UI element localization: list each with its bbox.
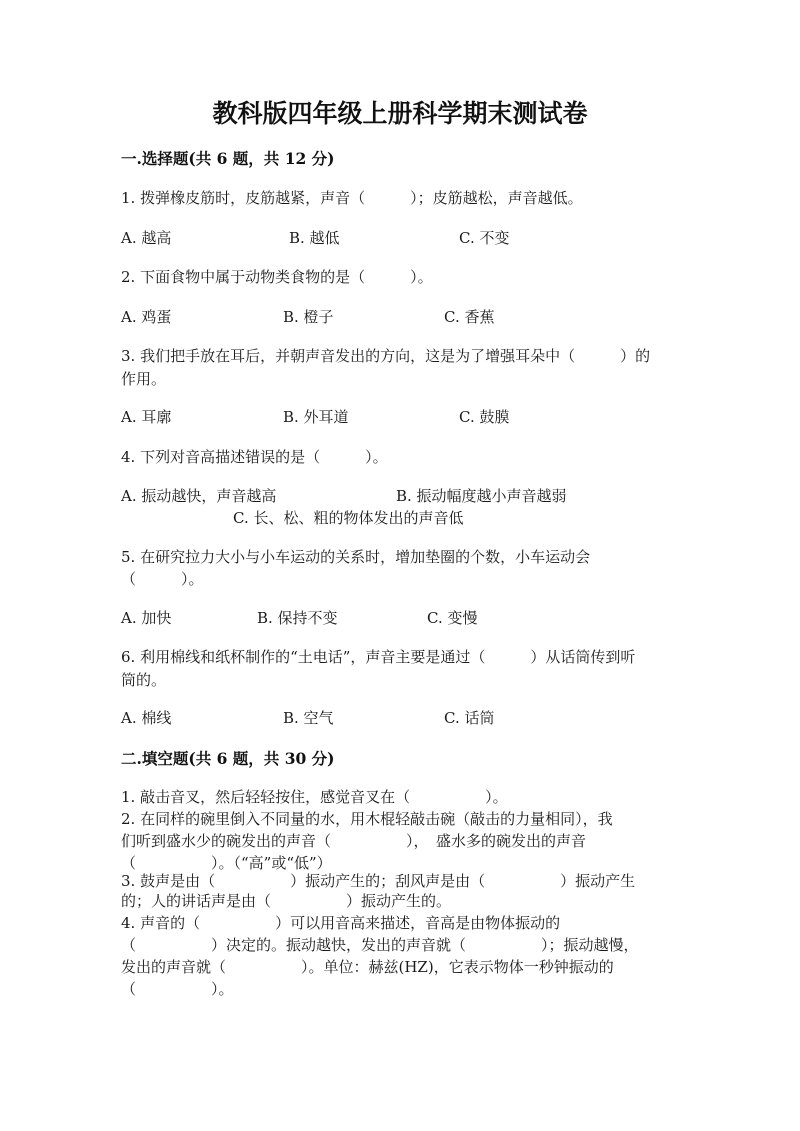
fill-line-10: （ ）。	[121, 980, 234, 998]
fill-line-7: 4. 声音的（ ）可以用音高来描述，音高是由物体振动的	[121, 914, 561, 932]
question-6-text-line-1: 6. 利用棉线和纸杯制作的“土电话”，声音主要是通过（ ）从话筒传到听	[121, 648, 636, 666]
question-6-option-b: B. 空气	[283, 709, 334, 727]
fill-line-6: 的；人的讲话声是由（ ）振动产生的。	[121, 892, 452, 910]
question-5-option-a: A. 加快	[121, 609, 172, 627]
question-3-option-a: A. 耳廓	[121, 408, 172, 426]
question-5-option-c: C. 变慢	[427, 609, 478, 627]
fill-line-1: 1. 敲击音叉，然后轻轻按住，感觉音叉在（ ）。	[121, 788, 508, 806]
page-title: 教科版四年级上册科学期末测试卷	[212, 99, 588, 128]
section-heading-fill-in: 二.填空题(共 6 题，共 30 分)	[121, 749, 335, 768]
question-2-option-c: C. 香蕉	[444, 308, 495, 326]
question-3-text-line-1: 3. 我们把手放在耳后，并朝声音发出的方向，这是为了增强耳朵中（ ）的	[121, 347, 651, 365]
question-1-option-c: C. 不变	[459, 229, 510, 247]
fill-line-4: （ ）。（“高”或“低”）	[121, 854, 332, 872]
section-heading-choice: 一.选择题(共 6 题，共 12 分)	[121, 149, 335, 168]
fill-line-9: 发出的声音就（ ）。单位：赫兹(HZ)，它表示物体一秒钟振动的	[121, 958, 614, 976]
question-4-text: 4. 下列对音高描述错误的是（ ）。	[121, 448, 388, 466]
question-4-option-c: C. 长、松、粗的物体发出的声音低	[233, 509, 464, 527]
question-3-option-c: C. 鼓膜	[459, 408, 510, 426]
question-1-option-b: B. 越低	[289, 229, 340, 247]
question-3-option-b: B. 外耳道	[283, 408, 349, 426]
question-5-text-line-2: （ ）。	[121, 570, 204, 588]
question-5-text-line-1: 5. 在研究拉力大小与小车运动的关系时，增加垫圈的个数，小车运动会	[121, 548, 591, 566]
question-6-text-line-2: 筒的。	[121, 671, 167, 689]
question-6-option-a: A. 棉线	[121, 709, 172, 727]
question-1-text: 1. 拨弹橡皮筋时，皮筋越紧，声音（ ）；皮筋越松，声音越低。	[121, 189, 583, 207]
question-4-option-b: B. 振动幅度越小声音越弱	[396, 487, 567, 505]
question-2-option-b: B. 橙子	[283, 308, 334, 326]
question-2-option-a: A. 鸡蛋	[121, 308, 172, 326]
question-2-text: 2. 下面食物中属于动物类食物的是（ ）。	[121, 268, 433, 286]
fill-line-5: 3. 鼓声是由（ ）振动产生的；刮风声是由（ ）振动产生	[121, 872, 636, 890]
question-5-option-b: B. 保持不变	[257, 609, 338, 627]
fill-line-3: 们听到盛水少的碗发出的声音（ ）， 盛水多的碗发出的声音	[121, 832, 587, 850]
fill-line-8: （ ）决定的。振动越快，发出的声音就（ ）；振动越慢，	[121, 936, 639, 954]
question-3-text-line-2: 作用。	[121, 370, 167, 388]
fill-line-2: 2. 在同样的碗里倒入不同量的水，用木棍轻敲击碗（敲击的力量相同），我	[121, 810, 613, 828]
question-4-option-a: A. 振动越快，声音越高	[121, 487, 277, 505]
question-6-option-c: C. 话筒	[444, 709, 495, 727]
question-1-option-a: A. 越高	[121, 229, 172, 247]
